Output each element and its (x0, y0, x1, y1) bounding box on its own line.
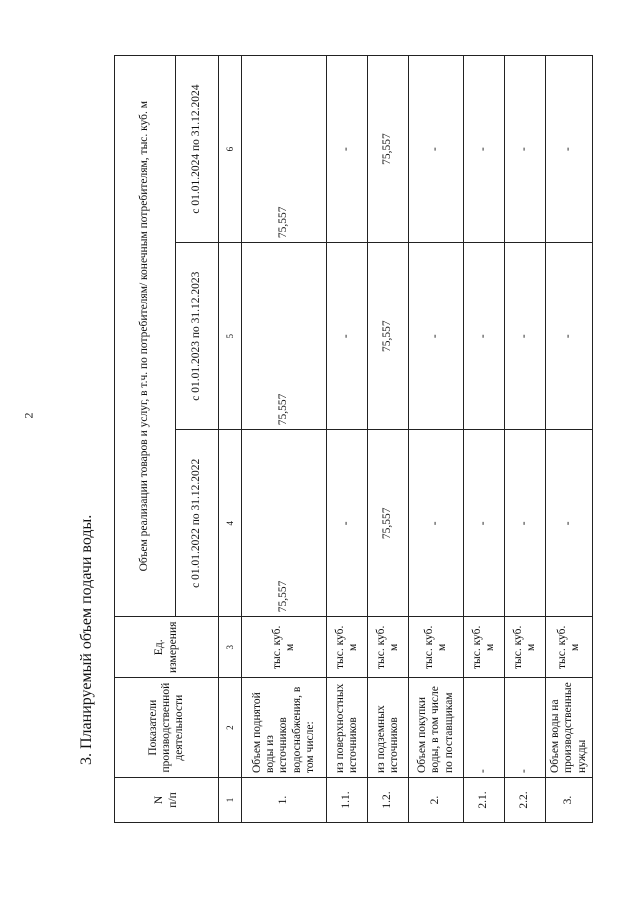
row-value: 75,557 (242, 56, 327, 243)
row-value: - (327, 430, 368, 617)
row-value: - (327, 243, 368, 430)
row-value: - (505, 243, 546, 430)
row-value: - (464, 243, 505, 430)
row-value: - (546, 430, 593, 617)
header-period-2022: с 01.01.2022 по 31.12.2022 (176, 430, 219, 617)
column-number: 5 (219, 243, 242, 430)
column-number: 3 (219, 617, 242, 678)
page-number: 2 (21, 412, 36, 419)
row-number: 1.2. (368, 778, 409, 823)
table-row (505, 56, 546, 823)
column-number: 4 (219, 430, 242, 617)
row-value: 75,557 (368, 243, 409, 430)
row-value: - (505, 430, 546, 617)
row-unit: тыс. куб. м (546, 617, 593, 678)
row-number: 1.1. (327, 778, 368, 823)
row-value: - (546, 243, 593, 430)
row-value: 75,557 (368, 430, 409, 617)
table-row (409, 56, 464, 823)
row-indicator: из поверхностных источников (327, 678, 368, 778)
row-unit: тыс. куб. м (464, 617, 505, 678)
row-value: - (409, 243, 464, 430)
row-unit: тыс. куб. м (368, 617, 409, 678)
table-row (242, 56, 327, 823)
column-number-row (219, 56, 242, 823)
row-unit: тыс. куб. м (327, 617, 368, 678)
row-indicator: Объем поднятой воды из источников водоснабжения, в том числе: (242, 678, 327, 778)
row-number: 3. (546, 778, 593, 823)
row-value: - (409, 56, 464, 243)
row-number: 2.2. (505, 778, 546, 823)
row-value: 75,557 (242, 243, 327, 430)
column-number: 6 (219, 56, 242, 243)
row-value: - (327, 56, 368, 243)
row-indicator: - (505, 678, 546, 778)
row-indicator: Объем покупки воды, в том числе по поставщикам (409, 678, 464, 778)
row-number: 2. (409, 778, 464, 823)
row-value: 75,557 (242, 430, 327, 617)
column-number: 1 (219, 778, 242, 823)
table-row (327, 56, 368, 823)
row-indicator: из подземных источников (368, 678, 409, 778)
water-supply-table (114, 55, 593, 823)
header-number: N п/п (115, 778, 219, 823)
header-period-2024: с 01.01.2024 по 31.12.2024 (176, 56, 219, 243)
row-number: 1. (242, 778, 327, 823)
header-row (115, 56, 176, 823)
row-value: - (546, 56, 593, 243)
row-value: - (464, 430, 505, 617)
section-heading: 3. Планируемый объем подачи воды. (78, 514, 95, 765)
table-row (368, 56, 409, 823)
row-value: - (505, 56, 546, 243)
row-unit: тыс. куб. м (242, 617, 327, 678)
row-number: 2.1. (464, 778, 505, 823)
row-indicator: Объем воды на производственные нужды (546, 678, 593, 778)
row-value: - (409, 430, 464, 617)
header-indicator: Показатели производственной деятельности (115, 678, 219, 778)
column-number: 2 (219, 678, 242, 778)
row-unit: тыс. куб. м (409, 617, 464, 678)
row-indicator: - (464, 678, 505, 778)
header-volume: Объем реализации товаров и услуг, в т.ч. по потребителям/ конечным потребителям, тыс. куб. м (115, 56, 176, 617)
table-row (464, 56, 505, 823)
header-unit: Ед. измерения (115, 617, 219, 678)
row-value: - (464, 56, 505, 243)
row-unit: тыс. куб. м (505, 617, 546, 678)
header-period-2023: с 01.01.2023 по 31.12.2023 (176, 243, 219, 430)
row-value: 75,557 (368, 56, 409, 243)
table-row (546, 56, 593, 823)
